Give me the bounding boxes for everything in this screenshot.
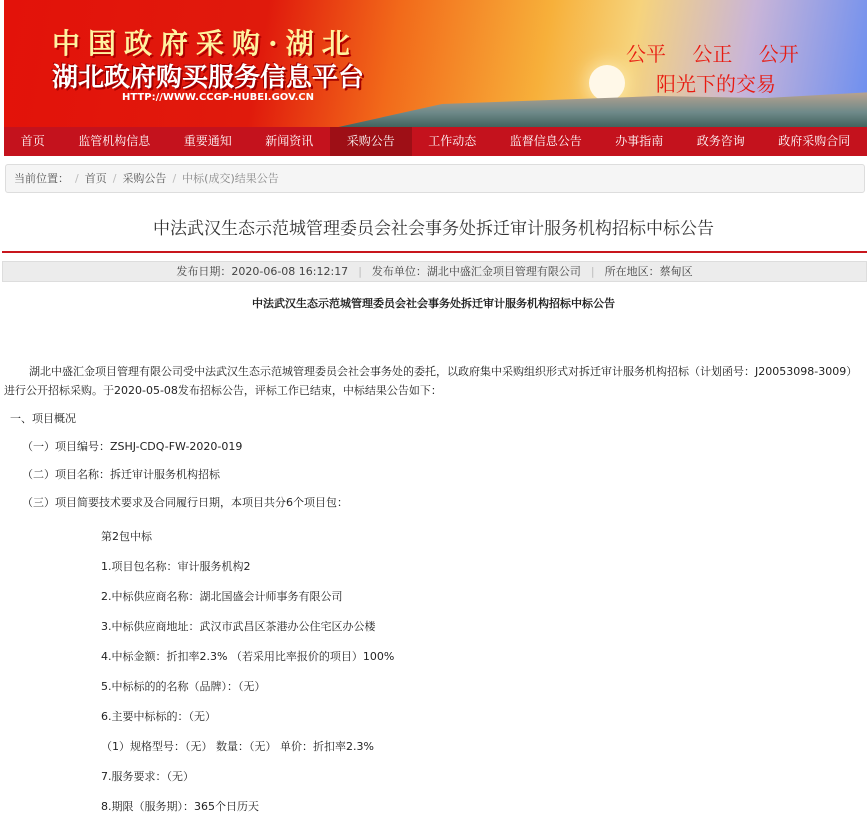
nav-home[interactable]: 首页	[20, 134, 45, 148]
package-item: 第2包中标	[101, 530, 152, 543]
package-item: 4.中标金额：折扣率2.3% （若采用比率报价的项目）100%	[101, 650, 395, 663]
slogan-sub: 阳光下的交易	[656, 72, 776, 96]
project-number: （一）项目编号：ZSHJ-CDQ-FW-2020-019	[22, 440, 243, 453]
divider	[2, 251, 867, 253]
package-item: 7.服务要求：（无）	[101, 770, 194, 783]
package-item: 3.中标供应商地址：武汉市武昌区茶港办公住宅区办公楼	[101, 620, 376, 633]
package-item: 5.中标标的的名称（品牌）：（无）	[101, 680, 266, 693]
breadcrumb-label: 当前位置：	[14, 172, 69, 185]
breadcrumb-home[interactable]: 首页	[84, 172, 107, 185]
article-meta: 发布日期：2020-06-08 16:12:17 | 发布单位：湖北中盛汇金项目管理有限公司 | 所在地区：蔡甸区	[2, 261, 867, 282]
intro-paragraph-start: 湖北中盛汇金项目管理有限公司受中法武汉生态示范城管理委员会社会事务处的委托，以政府集中采购组织形式对拆迁审计服务机构招标（计划函号：J20053098-	[29, 365, 819, 378]
publish-unit: 发布单位：湖北中盛汇金项目管理有限公司	[371, 265, 581, 278]
nav-consult[interactable]: 政务咨询	[696, 134, 745, 148]
breadcrumb-current: 中标(成交)结果公告	[182, 172, 279, 185]
intro-paragraph	[4, 362, 863, 400]
nav-regulators[interactable]: 监管机构信息	[78, 134, 151, 148]
site-banner	[4, 0, 867, 127]
package-item: 6.主要中标标的：（无）	[101, 710, 216, 723]
section-heading: 一、项目概况	[10, 412, 76, 425]
page-title: 中法武汉生态示范城管理委员会社会事务处拆迁审计服务机构招标中标公告	[153, 219, 714, 239]
package-item: 1.项目包名称：审计服务机构2	[101, 560, 251, 573]
slogan: 公平 公正 公开	[626, 42, 799, 66]
package-item: 2.中标供应商名称：湖北国盛会计师事务有限公司	[101, 590, 343, 603]
main-nav	[4, 127, 867, 156]
nav-supervision[interactable]: 监督信息公告	[509, 134, 582, 148]
package-item: （1）规格型号：（无） 数量：（无） 单价：折扣率2.3%	[101, 740, 374, 753]
intro-paragraph-cont: 3009）进行公开招标采购。于2020-05-08发布招标公告，评标工作已结束，中标结果公告如下：	[4, 365, 858, 397]
site-url: HTTP://WWW.CCGP-HUBEI.GOV.CN	[122, 92, 314, 103]
sun-image	[589, 65, 625, 101]
nav-news[interactable]: 新闻资讯	[265, 134, 314, 148]
package-item: 8.期限（服务期）：365个日历天	[101, 800, 259, 813]
breadcrumb: 当前位置： / 首页 / 采购公告 / 中标(成交)结果公告	[5, 164, 865, 193]
nav-procurement[interactable]: 采购公告	[330, 127, 412, 156]
site-title: 中国政府采购·湖北	[52, 27, 358, 60]
nav-notices[interactable]: 重要通知	[183, 134, 232, 148]
article-subtitle: 中法武汉生态示范城管理委员会社会事务处拆迁审计服务机构招标中标公告	[252, 297, 615, 310]
project-name: （二）项目名称：拆迁审计服务机构招标	[22, 468, 220, 481]
nav-contracts[interactable]: 政府采购合同	[778, 134, 851, 148]
breadcrumb-procurement[interactable]: 采购公告	[122, 172, 167, 185]
publish-date: 发布日期：2020-06-08 16:12:17	[176, 265, 349, 278]
site-subtitle: 湖北政府购买服务信息平台	[52, 63, 365, 93]
nav-guide[interactable]: 办事指南	[615, 134, 664, 148]
nav-work[interactable]: 工作动态	[428, 134, 477, 148]
region: 所在地区：蔡甸区	[604, 265, 693, 278]
project-summary: （三）项目简要技术要求及合同履行日期，本项目共分6个项目包：	[22, 496, 348, 509]
